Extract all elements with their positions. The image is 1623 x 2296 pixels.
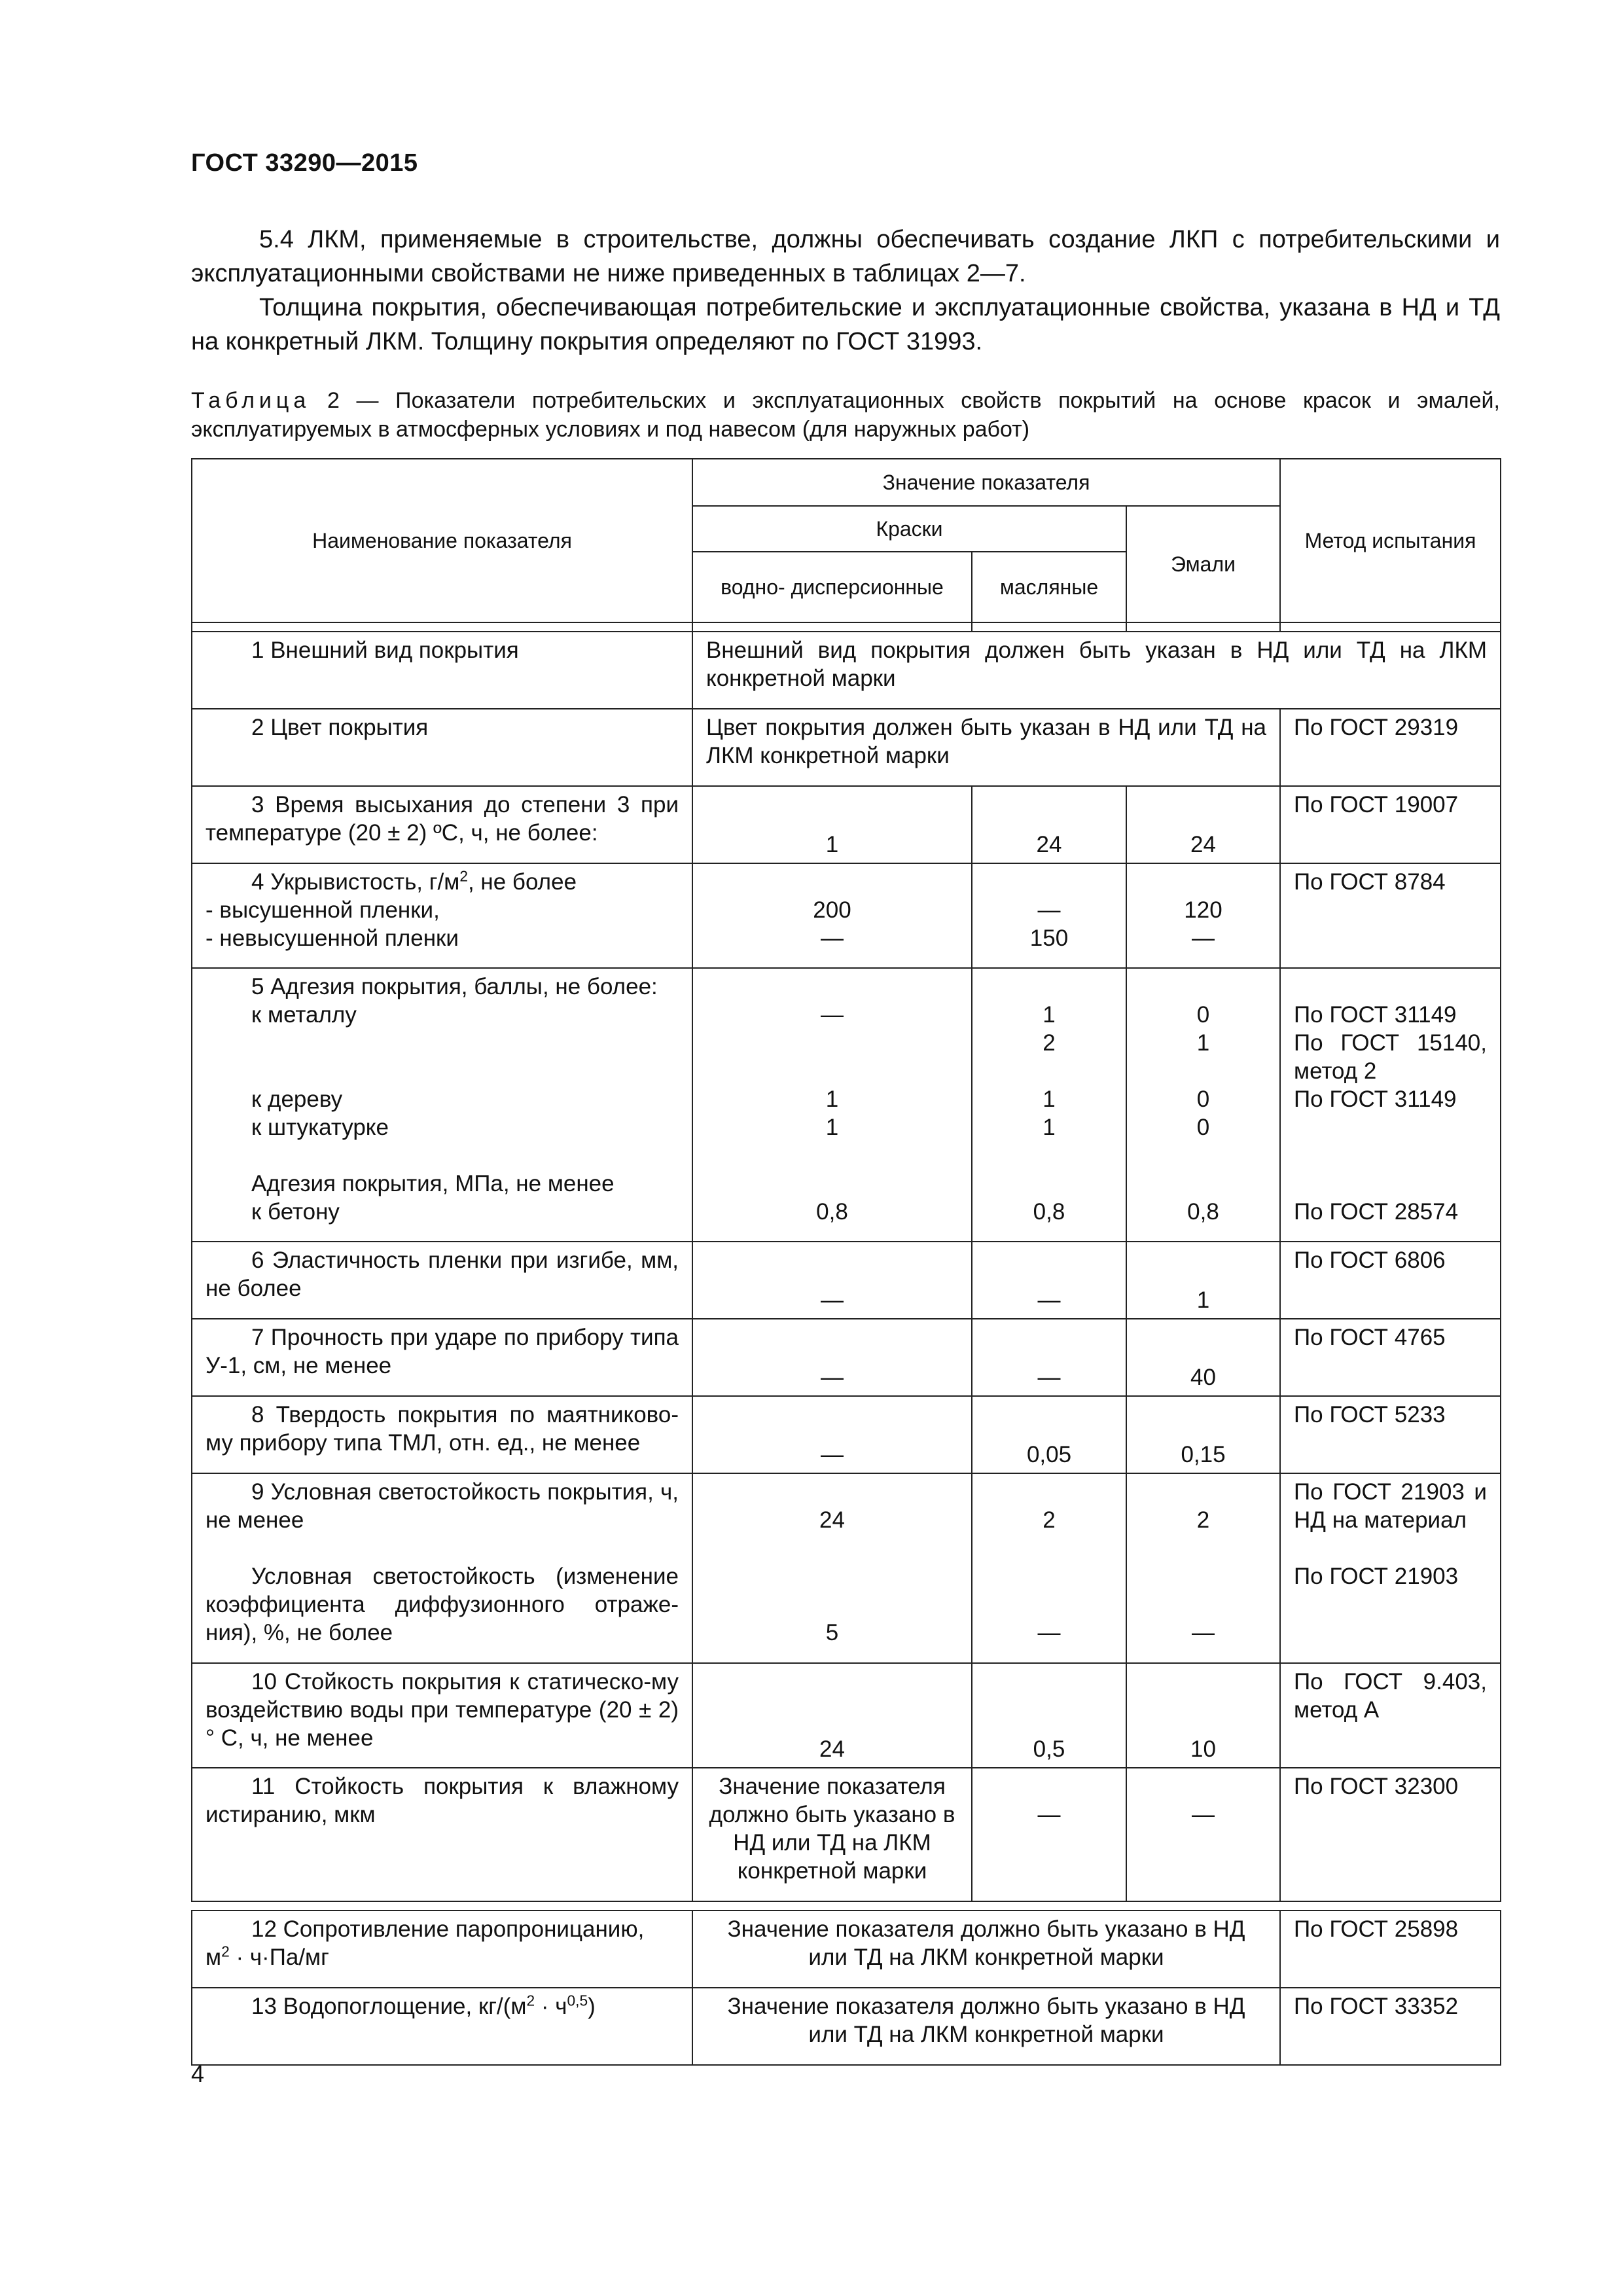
row5-water-metal: — xyxy=(821,1002,844,1028)
row9-name-b: Условная светостойкость (изменение коэффициента диффузионного отраже-ния), %, не более xyxy=(205,1564,679,1645)
row10-enamel: 10 xyxy=(1126,1663,1280,1768)
row5-water-concrete: 0,8 xyxy=(816,1199,848,1225)
row11-water: Значение показателя должно быть указано в НД или ТД на ЛКМ конкретной марки xyxy=(692,1768,972,1901)
table-row xyxy=(192,1663,1501,1768)
row5-title: 5 Адгезия покрытия, баллы, не более: xyxy=(251,974,658,999)
row6-method: По ГОСТ 6806 xyxy=(1280,1242,1501,1319)
row9-water-b: 5 xyxy=(825,1620,839,1645)
row5-method-metal-a: По ГОСТ 31149 xyxy=(1294,1002,1457,1028)
row12-name: 12 Сопротивление паропроницанию, xyxy=(251,1916,645,1942)
row12-value: Значение показателя должно быть указано в НД или ТД на ЛКМ конкретной марки xyxy=(692,1910,1280,1988)
row1-name: 1 Внешний вид покрытия xyxy=(251,637,519,663)
header-separator xyxy=(192,622,1501,632)
row1-value: Внешний вид покрытия должен быть указан в НД или ТД на ЛКМ конкретной марки xyxy=(692,632,1501,709)
row3-enamel: 24 xyxy=(1126,786,1280,863)
row5-oil-metal-a: 1 xyxy=(1043,1002,1056,1028)
table-caption-label: Таблица xyxy=(191,388,311,413)
row7-enamel: 40 xyxy=(1126,1319,1280,1396)
table-row: 13 Водопоглощение, $кг/(м^2 \cdot ч^{0,5})$ Значение показателя должно быть указано в НД или ТД на ЛКМ конкретной марки По ГОСТ 33352 xyxy=(192,1988,1501,2065)
row10-water: 24 xyxy=(692,1663,972,1768)
row5-oil-wood: 1 xyxy=(1043,1086,1056,1112)
table-row xyxy=(192,1242,1501,1319)
row6-enamel: 1 xyxy=(1126,1242,1280,1319)
table-row xyxy=(192,1319,1501,1396)
row5-method-concrete: По ГОСТ 28574 xyxy=(1294,1199,1459,1225)
row4-name: 4 Укрывистость, г/м xyxy=(251,869,460,895)
table-row: 12 Сопротивление паропроницанию, $м^2 \cdot ч\cdot Па/мг$ Значение показателя должно быть указано в НД или ТД на ЛКМ конкретной марки По ГОСТ 25898 xyxy=(192,1910,1501,1988)
row10-name: 10 Стойкость покрытия к статическо-му воздействию воды при температуре (20 ± 2)° С, ч, не менее xyxy=(205,1669,679,1751)
row11-name: 11 Стойкость покрытия к влажному истиранию, мкм xyxy=(205,1774,679,1827)
document-header: ГОСТ 33290—2015 xyxy=(191,149,418,177)
row-separator xyxy=(192,1901,1501,1910)
table-row xyxy=(192,1396,1501,1473)
row8-oil: 0,05 xyxy=(972,1396,1126,1473)
row2-value: Цвет покрытия должен быть указан в НД или ТД на ЛКМ конкретной марки xyxy=(692,709,1280,786)
row9-oil-a: 2 xyxy=(1043,1507,1056,1533)
row6-oil: — xyxy=(972,1242,1126,1319)
row7-method: По ГОСТ 4765 xyxy=(1280,1319,1501,1396)
row8-water: — xyxy=(692,1396,972,1473)
row4-water-wet: — xyxy=(821,925,844,951)
row9-enamel-a: 2 xyxy=(1196,1507,1210,1533)
table-row: 4 Укрывистость, $г/м^2$, не более - высушенной пленки, - невысушенной пленки 200 — — 150 120 — По ГОСТ 8784 xyxy=(192,863,1501,968)
row13-value: Значение показателя должно быть указано в НД или ТД на ЛКМ конкретной марки xyxy=(692,1988,1280,2065)
header-value: Значение показателя xyxy=(692,459,1280,506)
row9-oil-b: — xyxy=(1037,1620,1061,1645)
row13-method: По ГОСТ 33352 xyxy=(1280,1988,1501,2065)
row6-name: 6 Эластичность пленки при изгибе, мм, не более xyxy=(205,1247,679,1301)
table-caption-text: 2 — Показатели потребительских и эксплуатационных свойств покрытий на основе красок и эмалей, эксплуатируемых в атмосферных условиях и под навесом (для наружных работ) xyxy=(191,388,1500,442)
row4-enamel-wet: — xyxy=(1192,925,1215,951)
row5-water-wood: 1 xyxy=(825,1086,839,1112)
header-enamels: Эмали xyxy=(1126,506,1280,622)
row5-oil-metal-b: 2 xyxy=(1043,1030,1056,1056)
row9-name-a: 9 Условная светостойкость покрытия, ч, не менее xyxy=(205,1479,679,1533)
row6-water: — xyxy=(692,1242,972,1319)
row5-wood: к дереву xyxy=(251,1086,343,1112)
row5-enamel-plaster: 0 xyxy=(1196,1115,1210,1140)
row9-method-a: По ГОСТ 21903 и НД на материал xyxy=(1294,1479,1487,1533)
row5-enamel-wood: 0 xyxy=(1196,1086,1210,1112)
row5-water-plaster: 1 xyxy=(825,1115,839,1140)
table-caption xyxy=(191,386,1500,444)
row5-method-wood: По ГОСТ 31149 xyxy=(1294,1086,1457,1112)
table-row xyxy=(192,632,1501,709)
row4-oil-wet: 150 xyxy=(1029,925,1069,951)
header-oil: масляные xyxy=(972,552,1126,622)
row5-enamel-concrete: 0,8 xyxy=(1187,1199,1219,1225)
row5-oil-concrete: 0,8 xyxy=(1033,1199,1065,1225)
header-name: Наименование показателя xyxy=(192,459,692,622)
table-row xyxy=(192,968,1501,1242)
paragraph-thickness: Толщина покрытия, обеспечивающая потребительские и эксплуатационные свойства, указана в НД и ТД на конкретный ЛКМ. Толщину покрытия определяют по ГОСТ 31993. xyxy=(191,294,1500,355)
row4-method: По ГОСТ 8784 xyxy=(1280,863,1501,968)
row4-sub-dry: - высушенной пленки, xyxy=(205,897,440,923)
header-water-dispersion: водно- дисперсионные xyxy=(692,552,972,622)
row5-title2: Адгезия покрытия, МПа, не менее xyxy=(251,1171,615,1196)
row9-method-b: По ГОСТ 21903 xyxy=(1294,1564,1459,1589)
row9-enamel-b: — xyxy=(1192,1620,1215,1645)
row8-enamel: 0,15 xyxy=(1126,1396,1280,1473)
row2-name: 2 Цвет покрытия xyxy=(251,715,429,740)
row11-oil: — xyxy=(1037,1802,1061,1827)
row4-enamel-dry: 120 xyxy=(1184,897,1222,923)
table-row xyxy=(192,1768,1501,1901)
table-row xyxy=(192,1473,1501,1663)
row4-water-dry: 200 xyxy=(813,897,851,923)
row4-sub-wet: - невысушенной пленки xyxy=(205,925,459,951)
row7-name: 7 Прочность при ударе по прибору типа У-1, см, не менее xyxy=(205,1325,679,1378)
row5-method-metal-b: По ГОСТ 15140, метод 2 xyxy=(1294,1030,1487,1084)
row8-method: По ГОСТ 5233 xyxy=(1280,1396,1501,1473)
row10-oil: 0,5 xyxy=(972,1663,1126,1768)
row5-metal: к металлу xyxy=(251,1002,357,1028)
row3-method: По ГОСТ 19007 xyxy=(1280,786,1501,863)
row5-enamel-metal-a: 0 xyxy=(1196,1002,1210,1028)
row10-method: По ГОСТ 9.403, метод А xyxy=(1280,1663,1501,1768)
row5-oil-plaster: 1 xyxy=(1043,1115,1056,1140)
row11-enamel: — xyxy=(1192,1802,1215,1827)
header-method: Метод испытания xyxy=(1280,459,1501,622)
row12-method: По ГОСТ 25898 xyxy=(1280,1910,1501,1988)
row3-name: 3 Время высыхания до степени 3 при температуре (20 ± 2) ºС, ч, не более: xyxy=(205,792,679,846)
page-number: 4 xyxy=(191,2060,205,2087)
paragraph-5-4: 5.4 ЛКМ, применяемые в строительстве, должны обеспечивать создание ЛКП с потребительскими и эксплуатационными свойствами не ниже приведенных в таблицах 2—7. xyxy=(191,226,1500,287)
row8-name: 8 Твердость покрытия по маятниково-му прибору типа ТМЛ, отн. ед., не менее xyxy=(205,1402,679,1456)
table-row xyxy=(192,709,1501,786)
header-paints: Краски xyxy=(692,506,1126,552)
row7-oil: — xyxy=(972,1319,1126,1396)
row3-oil: 24 xyxy=(972,786,1126,863)
row2-method: По ГОСТ 29319 xyxy=(1280,709,1501,786)
row9-water-a: 24 xyxy=(819,1507,845,1533)
table-row xyxy=(192,786,1501,863)
row5-enamel-metal-b: 1 xyxy=(1196,1030,1210,1056)
row13-name: 13 Водопоглощение, кг/(м xyxy=(251,1994,527,2019)
row11-method: По ГОСТ 32300 xyxy=(1280,1768,1501,1901)
row7-water: — xyxy=(692,1319,972,1396)
row4-oil-dry: — xyxy=(1037,897,1061,923)
properties-table xyxy=(191,458,1501,2066)
row5-plaster: к штукатурке xyxy=(251,1115,389,1140)
row3-water: 1 xyxy=(692,786,972,863)
row5-concrete: к бетону xyxy=(251,1199,340,1225)
